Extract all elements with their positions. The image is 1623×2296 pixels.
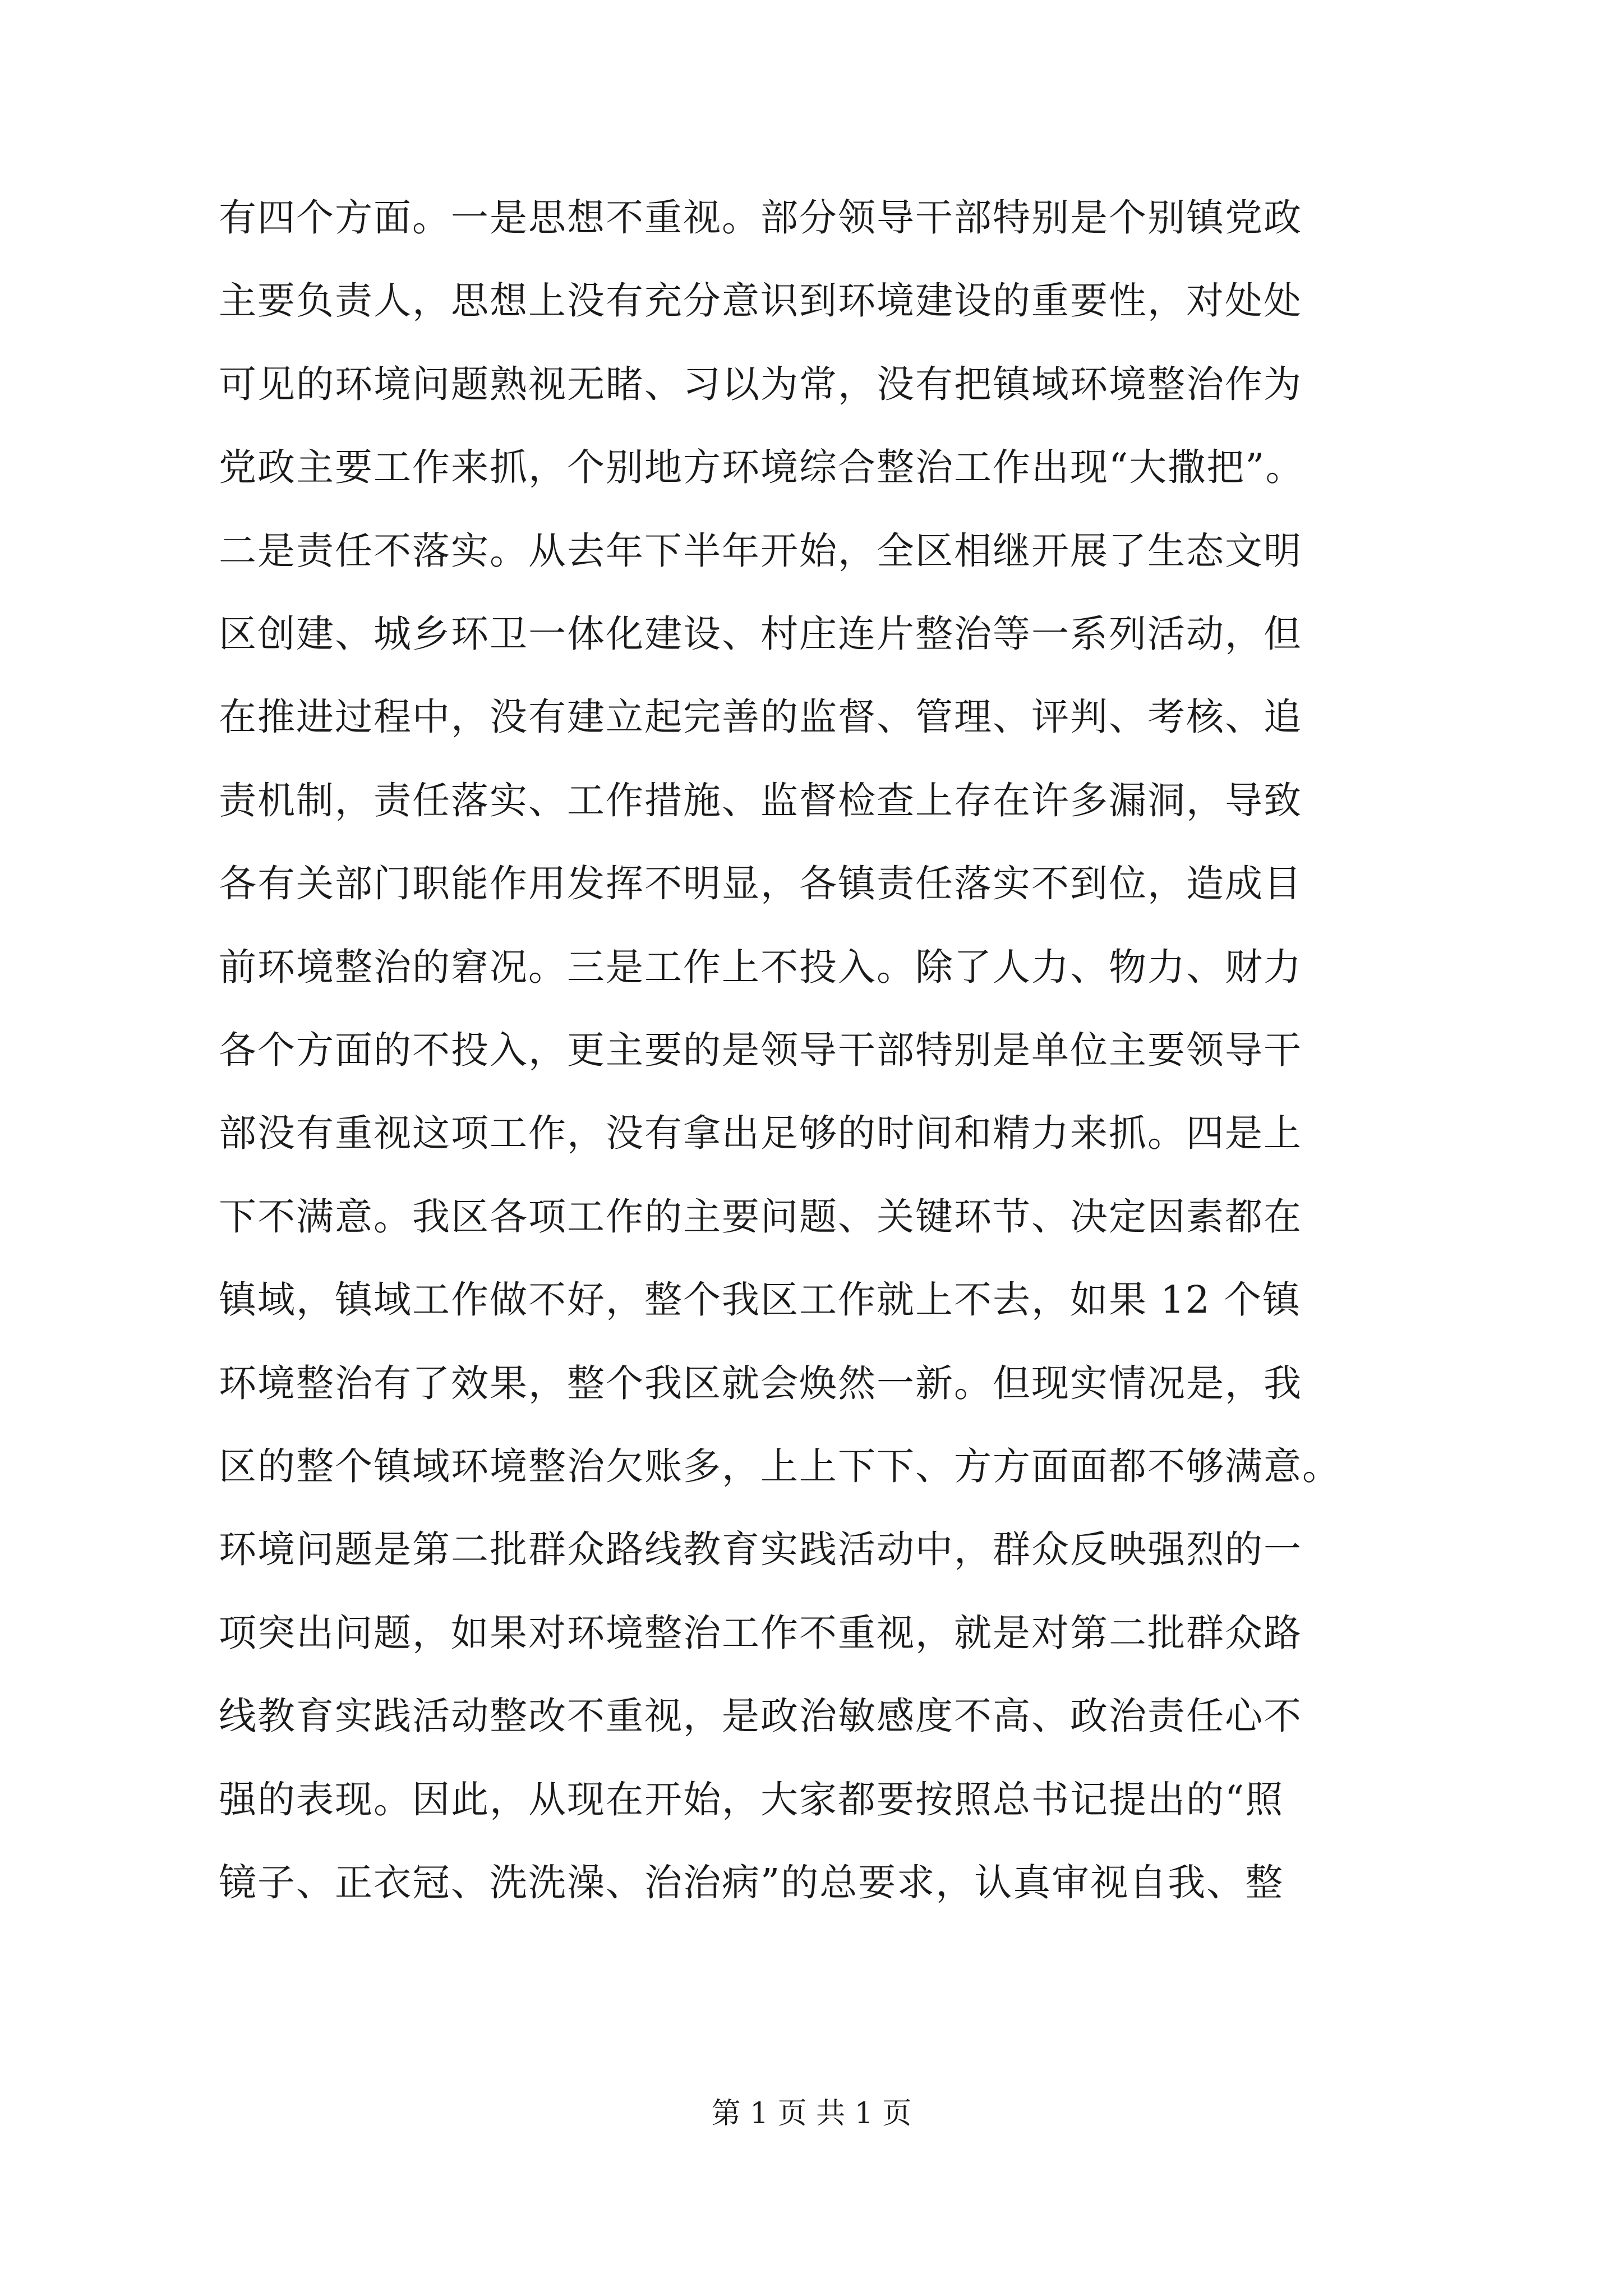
- text-line: 下不满意。我区各项工作的主要问题、关键环节、决定因素都在: [219, 1194, 1302, 1239]
- text-line: 镜子、正衣冠、洗洗澡、治治病”的总要求，认真审视自我、整: [219, 1861, 1284, 1904]
- text-line: 各有关部门职能作用发挥不明显，各镇责任落实不到位，造成目: [219, 862, 1302, 906]
- text-line: 区创建、城乡环卫一体化建设、村庄连片整治等一系列活动，但: [219, 612, 1302, 656]
- text-line: 二是责任不落实。从去年下半年开始，全区相继开展了生态文明: [219, 528, 1302, 573]
- text-line: 区的整个镇域环境整治欠账多，上上下下、方方面面都不够满意。: [219, 1444, 1341, 1488]
- text-line: 环境问题是第二批群众路线教育实践活动中，群众反映强烈的一: [219, 1527, 1302, 1572]
- text-line: 前环境整治的窘况。三是工作上不投入。除了人力、物力、财力: [219, 945, 1302, 989]
- text-line: 强的表现。因此，从现在开始，大家都要按照总书记提出的“照: [219, 1777, 1284, 1821]
- text-line: 可见的环境问题熟视无睹、习以为常，没有把镇域环境整治作为: [219, 362, 1302, 406]
- text-line: 主要负责人，思想上没有充分意识到环境建设的重要性，对处处: [219, 279, 1302, 323]
- text-line: 党政主要工作来抓，个别地方环境综合整治工作出现“大撒把”。: [219, 445, 1304, 490]
- text-line: 在推进过程中，没有建立起完善的监督、管理、评判、考核、追: [219, 695, 1302, 739]
- text-line: 镇域，镇域工作做不好，整个我区工作就上不去，如果 12 个镇: [219, 1278, 1301, 1322]
- text-line: 项突出问题，如果对环境整治工作不重视，就是对第二批群众路: [219, 1611, 1302, 1655]
- page-footer: 第 1 页 共 1 页: [711, 2097, 912, 2131]
- text-line: 有四个方面。一是思想不重视。部分领导干部特别是个别镇党政: [219, 196, 1302, 240]
- text-line: 责机制，责任落实、工作措施、监督检查上存在许多漏洞，导致: [219, 778, 1302, 822]
- text-line: 线教育实践活动整改不重视，是政治敏感度不高、政治责任心不: [219, 1694, 1302, 1738]
- text-line: 环境整治有了效果，整个我区就会焕然一新。但现实情况是，我: [219, 1361, 1302, 1405]
- text-line: 各个方面的不投入，更主要的是领导干部特别是单位主要领导干: [219, 1028, 1302, 1072]
- text-line: 部没有重视这项工作，没有拿出足够的时间和精力来抓。四是上: [219, 1111, 1302, 1156]
